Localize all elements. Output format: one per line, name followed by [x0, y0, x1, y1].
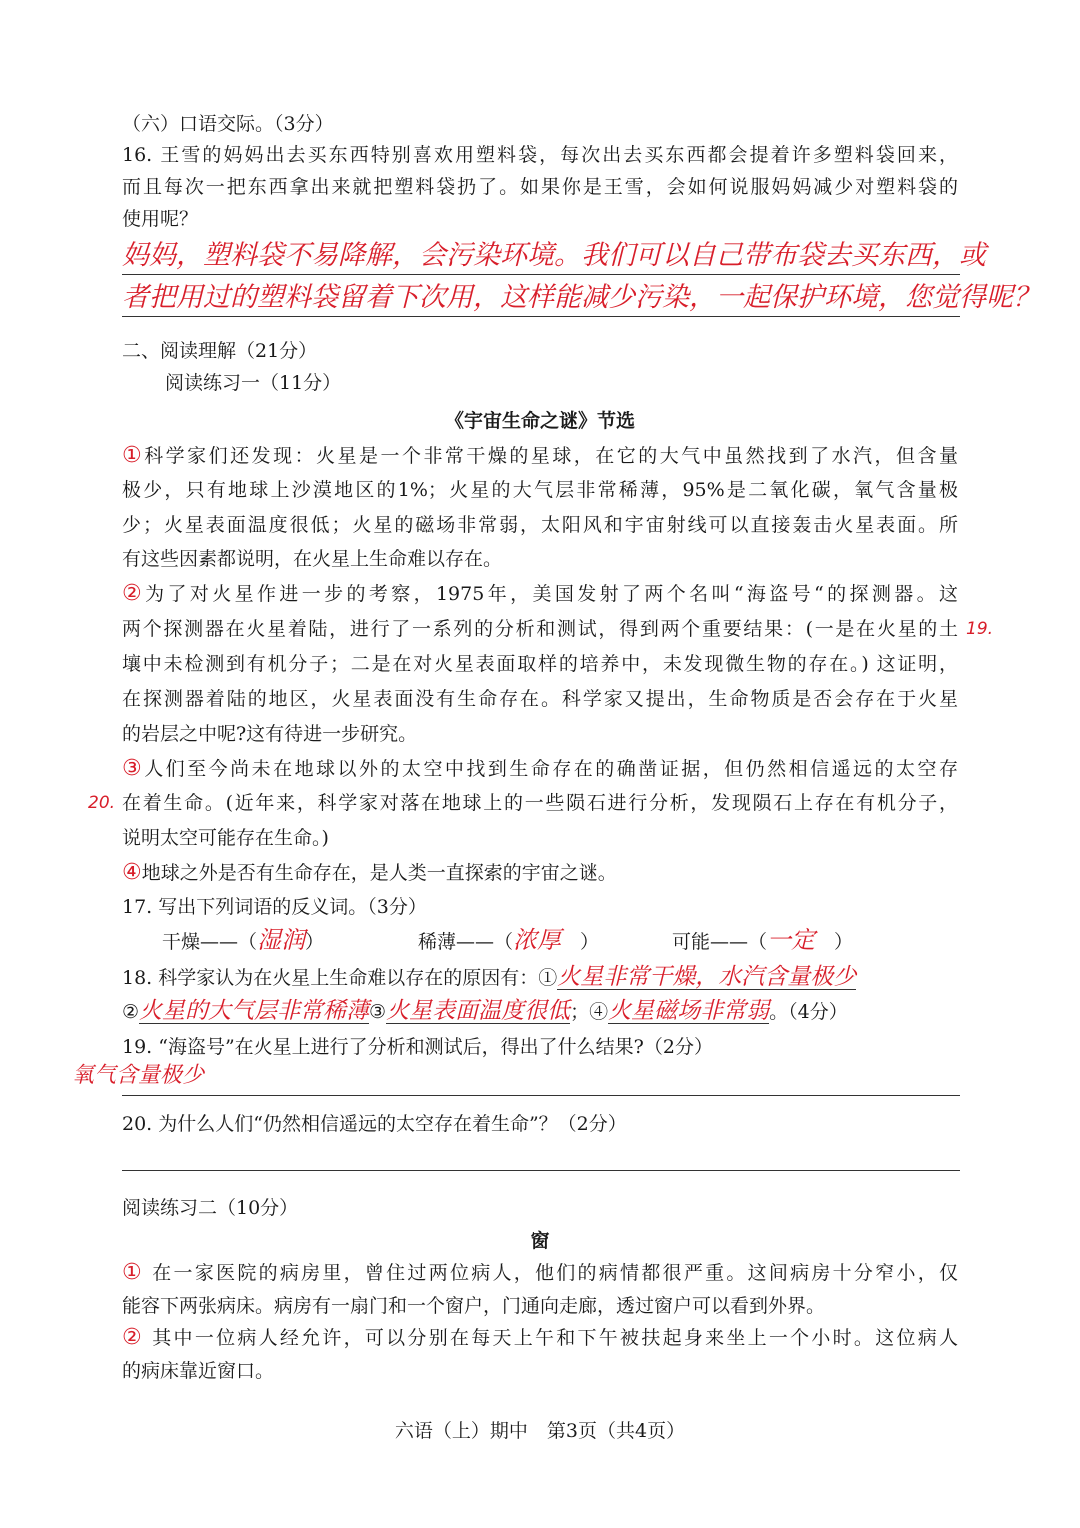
bracket: ）	[305, 931, 325, 953]
text: 。（4分）	[769, 1001, 848, 1023]
q20: 20. 为什么人们“仍然相信遥远的太空存在着生命”？（2分）	[122, 1113, 627, 1135]
passage1-title: 《宇宙生命之谜》节选	[444, 410, 635, 432]
handwritten-answer: 一定	[767, 926, 816, 954]
text: 其中一位病人经允许，可以分别在每天上午和下午被扶起身来坐上一个小时。这位病人	[152, 1327, 958, 1349]
circled-number: ④	[122, 860, 142, 885]
text: 在一家医院的病房里，曾住过两位病人，他们的病情都很严重。这间病房十分窄小，仅	[152, 1262, 958, 1284]
circled-number: ①	[122, 1260, 144, 1285]
p2-para2-line	[122, 1326, 958, 1350]
p2-para2-line: 的病床靠近窗口。	[122, 1360, 275, 1382]
para2-line: 两个探测器在火星着陆，进行了一系列的分析和测试，得到两个重要结果：(一是在火星的土	[122, 618, 958, 640]
antonym-item	[418, 928, 658, 954]
para3-line: 在着生命。(近年来，科学家对落在地球上的一些陨石进行分析，发现陨石上存在有机分子，	[122, 792, 958, 814]
circled-number: ②	[122, 1325, 144, 1350]
bracket: ）	[834, 931, 854, 953]
q18	[122, 965, 1022, 990]
section-heading-oral: （六）口语交际。（3分）	[122, 113, 334, 135]
para3-line: 说明太空可能存在生命。)	[122, 827, 329, 849]
para1-line	[122, 444, 958, 468]
para1-line: 少；火星表面温度很低；火星的磁场非常弱，太阳风和宇宙射线可以直接轰击火星表面。所	[122, 514, 958, 536]
q17: 17. 写出下列词语的反义词。（3分）	[122, 896, 427, 918]
margin-mark-19: 19.	[966, 619, 994, 639]
text: 人们至今尚未在地球以外的太空中找到生命存在的确凿证据，但仍然相信遥远的太空存	[144, 758, 958, 780]
practice2-heading: 阅读练习二（10分）	[122, 1197, 299, 1219]
circled-number: ①	[122, 443, 145, 468]
circled-number: ②	[122, 581, 146, 606]
para2-line: 壤中未检测到有机分子；二是在对火星表面取样的培养中，未发现微生物的存在。) 这证明，	[122, 653, 958, 675]
antonym-item	[162, 928, 402, 954]
para2-line: 的岩层之中呢?这有待进一步研究。	[122, 723, 418, 745]
passage2-title: 窗	[530, 1230, 550, 1252]
p2-para1-line	[122, 1261, 958, 1285]
handwritten-answer: 火星非常干燥，水汽含量极少	[557, 964, 857, 990]
text: ③	[369, 1001, 387, 1023]
q19: 19. “海盗号”在火星上进行了分析和测试后，得出了什么结果?（2分）	[122, 1036, 713, 1058]
q16-line: 16. 王雪的妈妈出去买东西特别喜欢用塑料袋，每次出去买东西都会提着许多塑料袋回来，	[122, 144, 958, 166]
answer-line	[122, 1095, 960, 1096]
text: 为了对火星作进一步的考察，1975年，美国发射了两个名叫“海盗号“的探测器。这	[145, 583, 958, 605]
handwritten-answer: 浓厚	[513, 926, 562, 954]
para4-line	[122, 861, 958, 885]
handwritten-answer-16: 妈妈，塑料袋不易降解，会污染环境。我们可以自己带布袋去买东西，或	[122, 240, 986, 271]
text: ②	[122, 1001, 140, 1023]
word: 可能——（	[672, 931, 768, 953]
para2-line: 在探测器着陆的地区，火星表面没有生命存在。科学家又提出，生命物质是否会存在于火星	[122, 688, 958, 710]
answer-line	[122, 316, 960, 317]
text: 地球之外是否有生命存在，是人类一直探索的宇宙之谜。	[141, 862, 617, 884]
handwritten-answer: 火星的大气层非常稀薄	[139, 998, 370, 1024]
para3-line	[122, 757, 958, 781]
practice1-heading: 阅读练习一（11分）	[165, 372, 342, 394]
page-footer: 六语（上）期中 第3页（共4页）	[394, 1420, 686, 1442]
p2-para1-line: 能容下两张病床。病房有一扇门和一个窗户，门通向走廊，透过窗户可以看到外界。	[122, 1295, 826, 1317]
handwritten-answer-16: 者把用过的塑料袋留着下次用，这样能减少污染，一起保护环境，您觉得呢？	[122, 282, 1040, 313]
margin-mark-20: 20.	[88, 793, 116, 813]
answer-line	[122, 274, 960, 275]
section-heading-reading: 二、阅读理解（21分）	[122, 340, 318, 362]
word: 干燥——（	[162, 931, 258, 953]
text: ；④	[570, 1001, 609, 1023]
handwritten-answer: 火星表面温度很低	[386, 998, 571, 1024]
circled-number: ③	[122, 756, 145, 781]
para1-line: 极少，只有地球上沙漠地区的1%；火星的大气层非常稀薄，95%是二氧化碳，氧气含量极	[122, 479, 958, 501]
handwritten-answer: 火星磁场非常弱	[608, 998, 770, 1024]
q18-line2	[122, 999, 1022, 1024]
handwritten-answer: 湿润	[257, 926, 306, 954]
text: 18. 科学家认为在火星上生命难以存在的原因有：①	[122, 967, 558, 989]
antonym-item	[672, 928, 912, 954]
q16-line: 使用呢？	[122, 208, 199, 230]
q16-line: 而且每次一把东西拿出来就把塑料袋扔了。如果你是王雪，会如何说服妈妈减少对塑料袋的	[122, 176, 958, 198]
word: 稀薄——（	[418, 931, 514, 953]
answer-line	[122, 1170, 960, 1171]
text: 科学家们还发现：火星是一个非常干燥的星球，在它的大气中虽然找到了水汽，但含量	[144, 445, 958, 467]
margin-note: 氧气含量极少	[72, 1063, 205, 1088]
bracket: ）	[580, 931, 600, 953]
para2-line	[122, 582, 958, 606]
para1-line: 有这些因素都说明，在火星上生命难以存在。	[122, 548, 503, 570]
